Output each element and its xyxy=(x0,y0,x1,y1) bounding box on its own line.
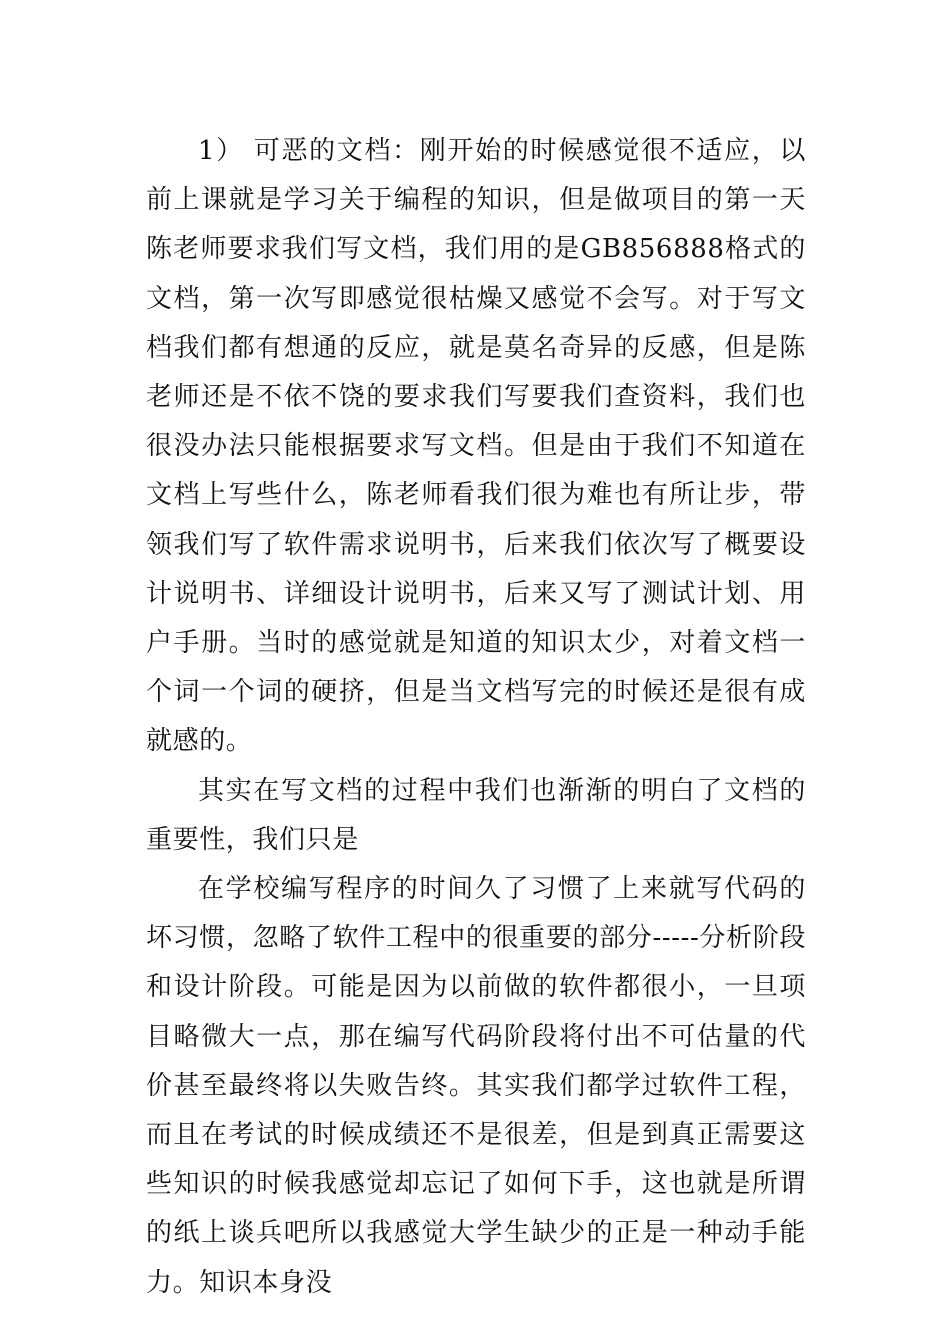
paragraph-annoying-documents: 1） 可恶的文档：刚开始的时候感觉很不适应，以前上课就是学习关于编程的知识，但是做项目的第一天陈老师要求我们写文档，我们用的是GB856888格式的文档，第一次写即感觉很枯燥又感觉不会写。对于写文档我们都有想通的反应，就是莫名奇异的反感，但是陈老师还是不依不饶的要求我们写要我们查资料，我们也很没办法只能根据要求写文档。但是由于我们不知道在文档上写些什么，陈老师看我们很为难也有所让步，带领我们写了软件需求说明书，后来我们依次写了概要设计说明书、详细设计说明书，后来又写了测试计划、用户手册。当时的感觉就是知道的知识太少，对着文档一个词一个词的硬挤，但是当文档写完的时候还是很有成就感的。 xyxy=(146,136,806,757)
document-body xyxy=(146,127,806,1308)
paragraph-importance-of-documents: 其实在写文档的过程中我们也渐渐的明白了文档的重要性，我们只是 xyxy=(146,775,806,855)
paragraph-school-programming-habits: 在学校编写程序的时间久了习惯了上来就写代码的坏习惯，忽略了软件工程中的很重要的部分-----分析阶段和设计阶段。可能是因为以前做的软件都很小，一旦项目略微大一点，那在编写代码阶段将付出不可估量的代价甚至最终将以失败告终。其实我们都学过软件工程，而且在考试的时候成绩还不是很差，但是到真正需要这些知识的时候我感觉却忘记了如何下手，这也就是所谓的纸上谈兵吧所以我感觉大学生缺少的正是一种动手能力。知识本身没 xyxy=(146,874,806,1298)
